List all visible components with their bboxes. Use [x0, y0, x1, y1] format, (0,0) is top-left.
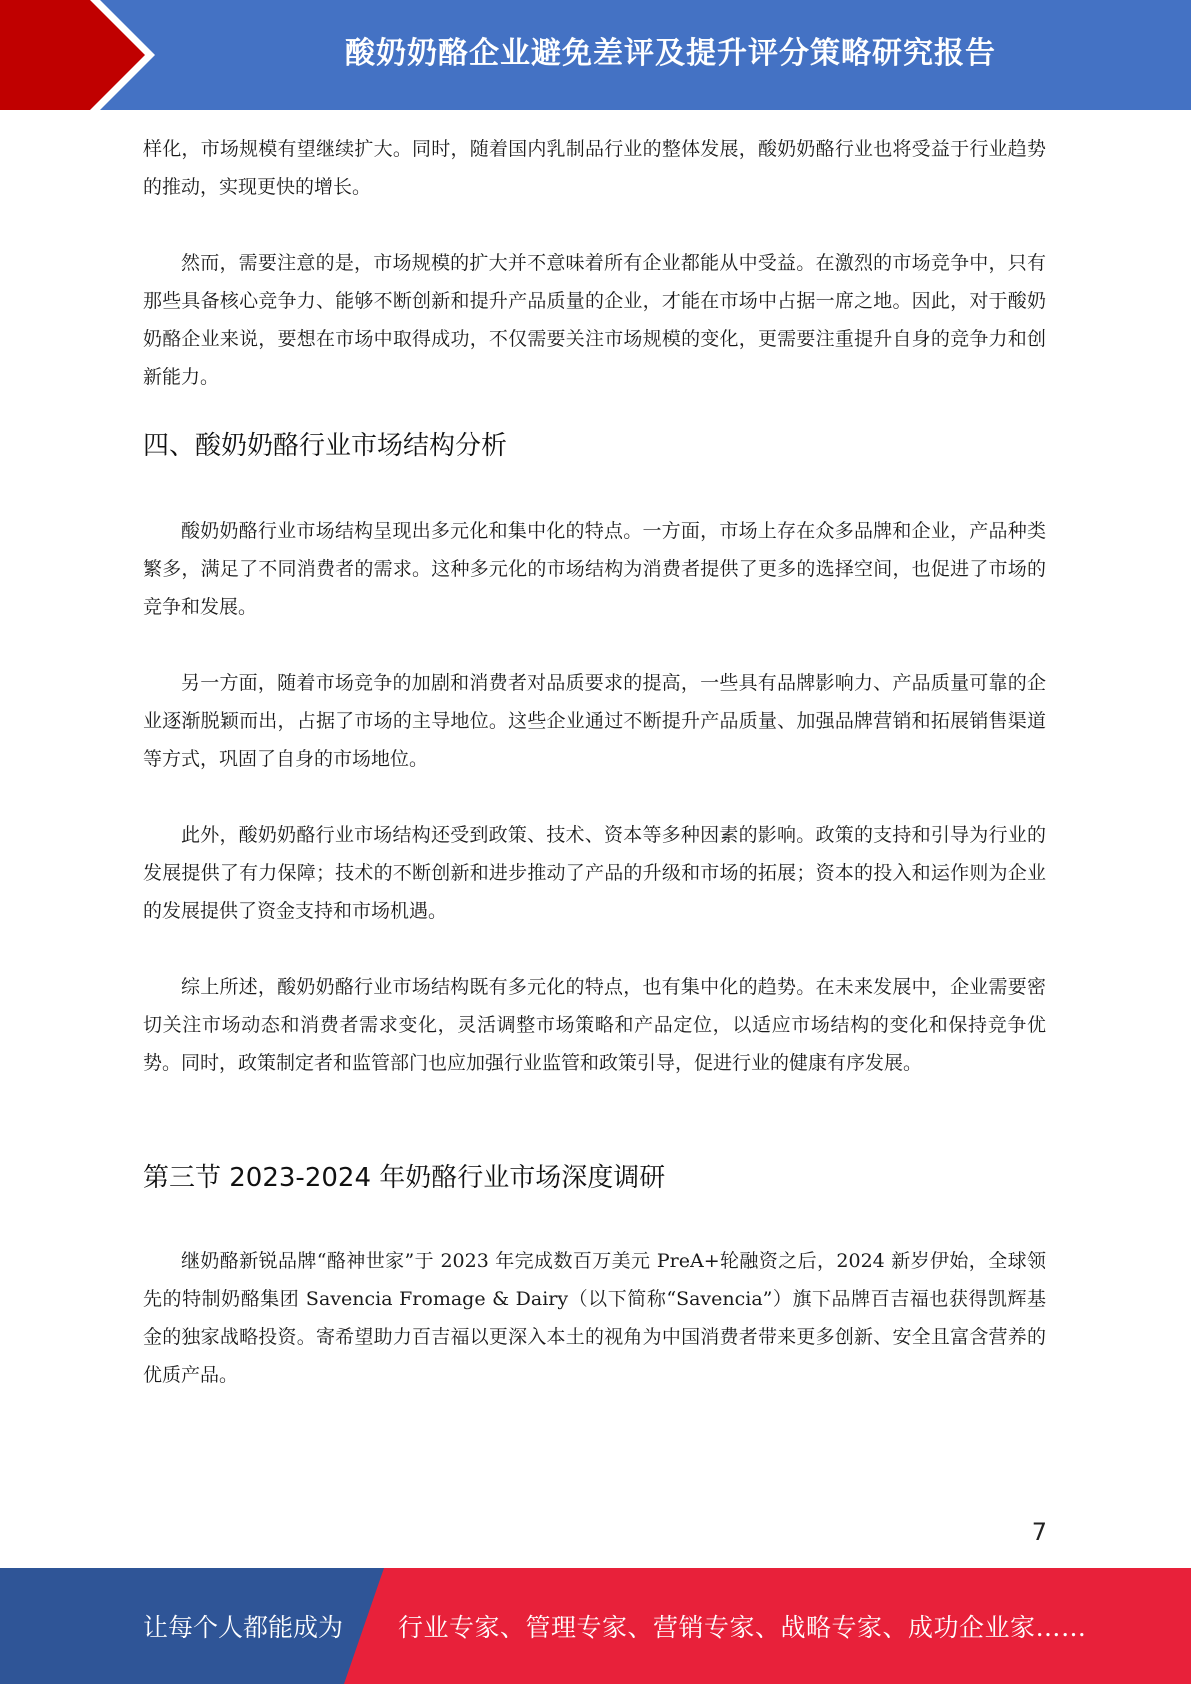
paragraph-continued: 样化，市场规模有望继续扩大。同时，随着国内乳制品行业的整体发展，酸奶奶酪行业也将受益于行业趋势的推动，实现更快的增长。: [143, 138, 1046, 198]
paragraph: 酸奶奶酪行业市场结构呈现出多元化和集中化的特点。一方面，市场上存在众多品牌和企业，产品种类繁多，满足了不同消费者的需求。这种多元化的市场结构为消费者提供了更多的选择空间，也促进了市场的竞争和发展。: [143, 520, 1046, 618]
document-body: [143, 130, 1046, 1394]
paragraph: 继奶酪新锐品牌“酪神世家”于 2023 年完成数百万美元 PreA+轮融资之后，2024 新岁伊始，全球领先的特制奶酪集团 Savencia Fromage & Dairy（以下简称“Savencia”）旗下品牌百吉福也获得凯辉基金的独家战略投资。寄希望助力百吉福以更深入本土的视角为中国消费者带来更多创新、安全且富含营养的优质产品。: [143, 1250, 1046, 1386]
paragraph: 另一方面，随着市场竞争的加剧和消费者对品质要求的提高，一些具有品牌影响力、产品质量可靠的企业逐渐脱颖而出，占据了市场的主导地位。这些企业通过不断提升产品质量、加强品牌营销和拓展销售渠道等方式，巩固了自身的市场地位。: [143, 672, 1046, 770]
section-heading-research: 第三节 2023-2024 年奶酪行业市场深度调研: [143, 1163, 666, 1193]
paragraph: 此外，酸奶奶酪行业市场结构还受到政策、技术、资本等多种因素的影响。政策的支持和引导为行业的发展提供了有力保障；技术的不断创新和进步推动了产品的升级和市场的拓展；资本的投入和运作则为企业的发展提供了资金支持和市场机遇。: [143, 824, 1046, 922]
section-heading-structure: 四、酸奶奶酪行业市场结构分析: [143, 431, 508, 461]
page-footer: [0, 1568, 1191, 1684]
page-number: 7: [1031, 1518, 1047, 1546]
footer-slogan-right: 行业专家、管理专家、营销专家、战略专家、成功企业家……: [398, 1613, 1087, 1642]
paragraph: 综上所述，酸奶奶酪行业市场结构既有多元化的特点，也有集中化的趋势。在未来发展中，企业需要密切关注市场动态和消费者需求变化，灵活调整市场策略和产品定位，以适应市场结构的变化和保持竞争优势。同时，政策制定者和监管部门也应加强行业监管和政策引导，促进行业的健康有序发展。: [143, 976, 1046, 1074]
page-header: [0, 0, 1191, 110]
header-title: 酸奶奶酪企业避免差评及提升评分策略研究报告: [345, 36, 996, 71]
footer-slogan-left: 让每个人都能成为: [143, 1613, 344, 1642]
paragraph: 然而，需要注意的是，市场规模的扩大并不意味着所有企业都能从中受益。在激烈的市场竞争中，只有那些具备核心竞争力、能够不断创新和提升产品质量的企业，才能在市场中占据一席之地。因此，对于酸奶奶酪企业来说，要想在市场中取得成功，不仅需要关注市场规模的变化，更需要注重提升自身的竞争力和创新能力。: [143, 252, 1046, 388]
header-arrow-icon: [0, 0, 160, 110]
